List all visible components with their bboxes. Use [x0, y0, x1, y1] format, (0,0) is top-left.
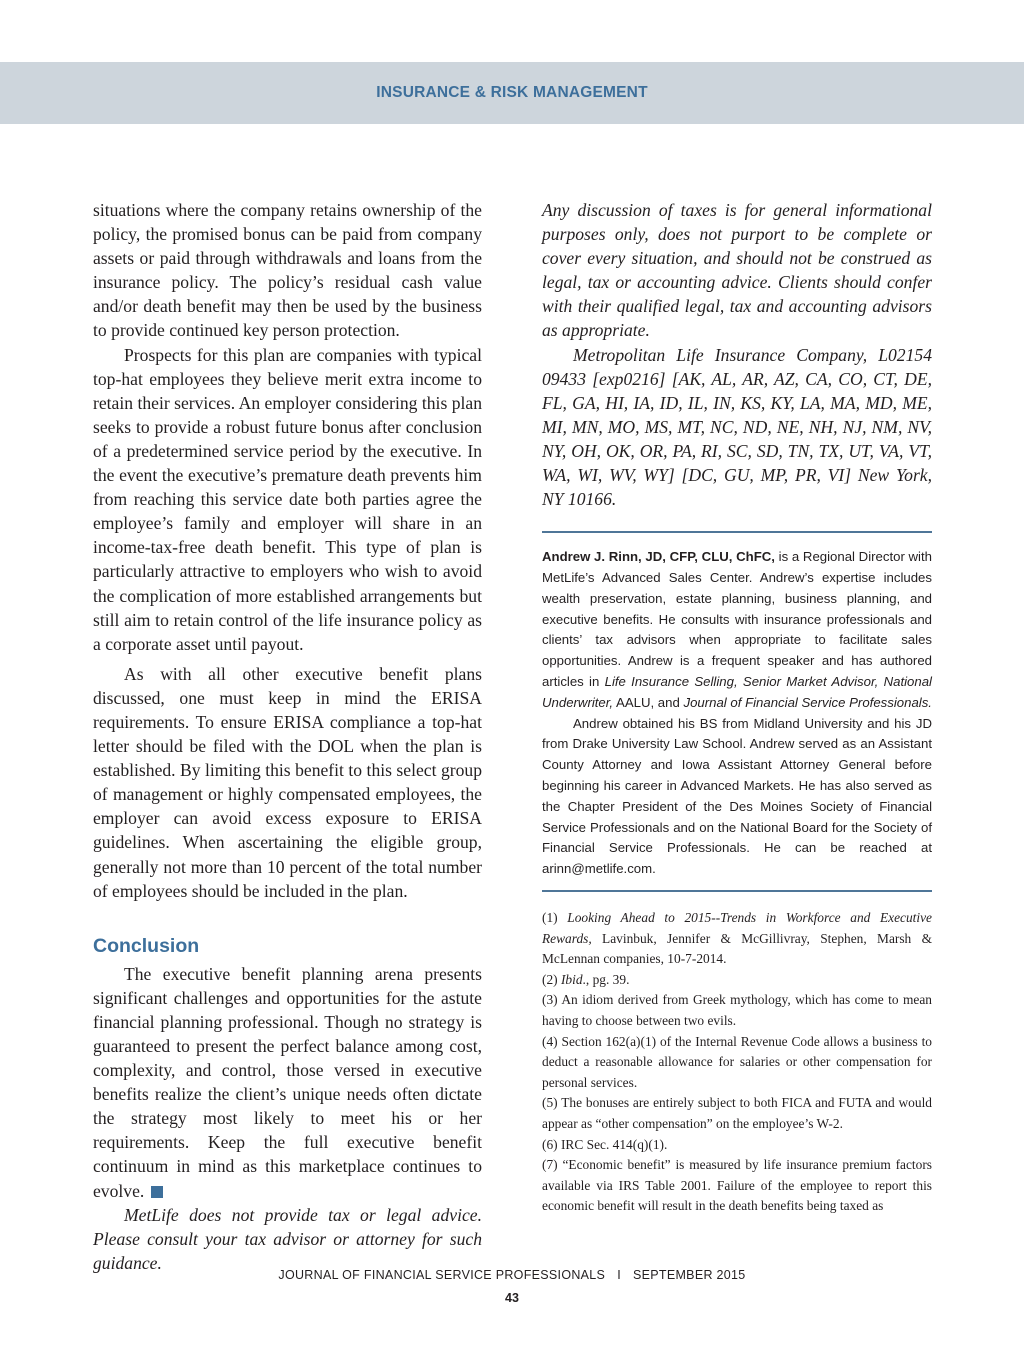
footnote-4: (4) Section 162(a)(1) of the Internal Revenue Code allows a business to deduct a reasonable allowance for salaries or other compensation for personal services.	[542, 1033, 932, 1090]
footnote-2	[542, 970, 932, 991]
page-footer	[0, 1268, 1024, 1282]
footnote-1	[542, 908, 932, 970]
footnote-3: (3) An idiom derived from Greek mythology, which has come to mean having to choose between two evils.	[542, 992, 932, 1028]
metlife-info: Metropolitan Life Insurance Company, L02154 09433 [exp0216] [AK, AL, AR, AZ, CA, CO, CT, DE, FL, GA, HI, IA, ID, IL, IN, KS, KY, LA, MA, MD, ME, MI, MN, MO, MS, MT, NC, ND, NE, NH, NJ, NM, NV, NY, OH, OK, OR, PA, RI, SC, SD, TN, TX, UT, VA, VT, WA, WI, WV, WY] [DC, GU, MP, PR, VI] New York, NY 10166.	[542, 344, 932, 510]
conclusion-paragraph	[93, 962, 482, 1203]
journal-name: JOURNAL OF FINANCIAL SERVICE PROFESSIONALS	[278, 1268, 606, 1282]
footnote-1-title: Looking Ahead to 2015--Trends in Workforce and Executive Rewards,	[542, 909, 933, 946]
bio-text-2: AALU, and	[613, 694, 684, 710]
paragraph-3: As with all other executive benefit plans discussed, one must keep in mind the ERISA requirements. To ensure ERISA compliance a top-hat letter should be filed with the DOL when the plan is established. By limiting this benefit to this select group of management or highly compensated employees, the employer can avoid excess exposure to ERISA guidelines. When ascertaining the eligible group, generally not more than 10 percent of the total number of employees should be included in the plan.	[93, 663, 482, 901]
tax-disclaimer: Any discussion of taxes is for general informational purposes only, does not purport to be complete or cover every situation, and should not be construed as legal, tax or accounting advice. Clients should confer with their qualified legal, tax and accounting advisors as appropriate.	[542, 200, 932, 341]
footnote-2-title: Ibid	[560, 971, 583, 987]
divider-top	[542, 531, 932, 533]
section-banner	[0, 62, 1024, 124]
bio-publications: Life Insurance Selling, Senior Market Advisor, National Underwriter,	[542, 674, 932, 710]
footnote-1-rest: Lavinbuk, Jennifer & McGillivray, Stephen, Marsh & McLennan companies, 10-7-2014.	[542, 930, 932, 967]
author-bio	[542, 547, 932, 713]
conclusion-text: The executive benefit planning arena presents significant challenges and opportunities for the astute financial planning professional. Though no strategy is guaranteed to present the perfect balance among cost, complexity, and control, those versed in executive benefits realize the client’s unique needs often dictate the strategy most likely to meet his or her requirements. Keep the full executive benefit continuum in mind as this marketplace continues to evolve.	[93, 963, 482, 1201]
footer-separator: I	[617, 1268, 621, 1282]
bio-text-1: is a Regional Director with MetLife’s Advanced Sales Center. Andrew’s expertise includes wealth preservation, estate planning, business planning, and executive benefits. He consults with insurance professionals and clients’ tax advisors when appropriate to facilitate sales opportunities. Andrew is a frequent speaker and has authored articles in	[542, 549, 932, 689]
footnote-2-num: (2)	[542, 971, 561, 987]
bio-journal: Journal of Financial Service Professionals.	[683, 694, 932, 710]
issue-date: SEPTEMBER 2015	[632, 1268, 746, 1282]
footnote-7: (7) “Economic benefit” is measured by life insurance premium factors available via IRS Table 2001. Failure of the employee to report this economic benefit will result in the death benefits being taxed as	[542, 1157, 932, 1214]
footnote-2-rest: ., pg. 39.	[582, 971, 630, 987]
conclusion-heading: Conclusion	[93, 934, 200, 957]
metlife-disclaimer: MetLife does not provide tax or legal advice. Please consult your tax advisor or attorney for such guidance.	[93, 1204, 482, 1273]
footnote-5: (5) The bonuses are entirely subject to both FICA and FUTA and would appear as “other compensation” on the employee’s W-2.	[542, 1095, 932, 1131]
paragraph-1: situations where the company retains ownership of the policy, the promised bonus can be paid from company assets or paid through withdrawals and loans from the insurance policy. The policy’s residual cash value and/or death benefit may then be used by the business to provide continued key person protection.	[93, 200, 482, 341]
page-number: 43	[505, 1291, 519, 1305]
author-bio-2: Andrew obtained his BS from Midland University and his JD from Drake University Law School. Andrew served as an Assistant County Attorney and Iowa Assistant Attorney General before beginning his career in Advanced Markets. He has also served as the Chapter President of the Des Moines Society of Financial Service Professionals and on the National Board for the Society of Financial Service Professionals. He can be reached at arinn@metlife.com.	[542, 715, 932, 877]
footnote-1-num: (1)	[542, 909, 568, 925]
paragraph-2: Prospects for this plan are companies with typical top-hat employees they believe merit extra income to retain their services. An employer considering this plan seeks to provide a robust future bonus after conclusion of a predetermined service period by the executive. In the event the executive’s premature death prevents him from reaching this service date both parties agree the employee’s family and employer will share in an income-tax-free death benefit. This type of plan is particularly attractive to employers who wish to avoid the complication of more established arrangements but still aim to retain control of the life insurance policy as a corporate asset until payout.	[93, 344, 482, 654]
author-name: Andrew J. Rinn, JD, CFP, CLU, ChFC,	[542, 549, 775, 565]
right-column	[542, 198, 932, 1217]
footnote-6: (6) IRC Sec. 414(q)(1).	[542, 1136, 668, 1152]
section-title: INSURANCE & RISK MANAGEMENT	[376, 84, 648, 101]
end-mark-icon	[151, 1186, 163, 1198]
divider-bottom	[542, 890, 932, 892]
left-column	[93, 198, 482, 1275]
